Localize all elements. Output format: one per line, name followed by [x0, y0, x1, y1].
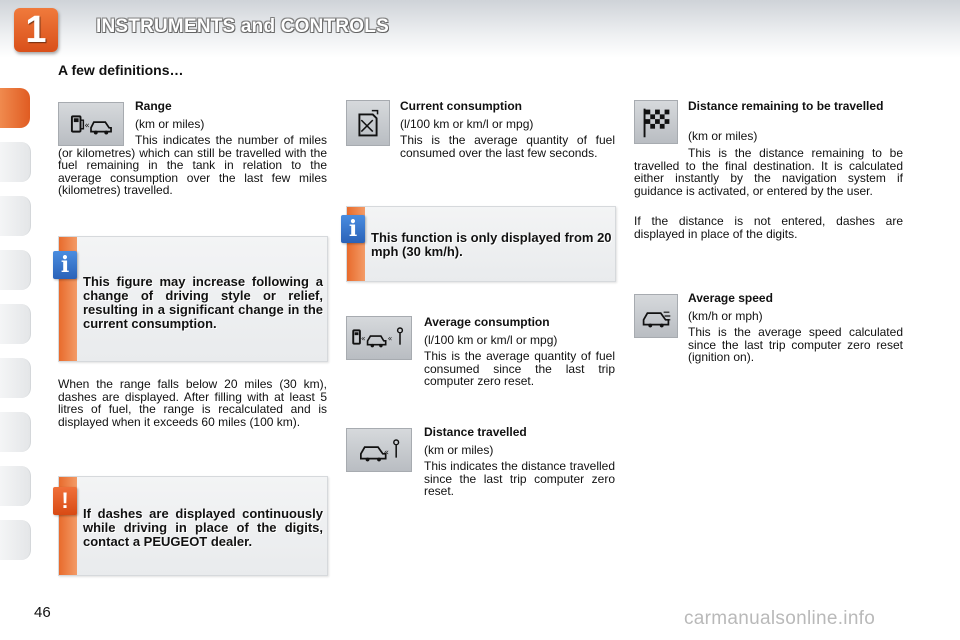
distance-remaining-units: (km or miles)	[688, 129, 758, 143]
range-units: (km or miles)	[135, 117, 205, 131]
fuel-can-icon	[346, 100, 390, 146]
rail-tab[interactable]	[0, 466, 31, 506]
watermark: carmanualsonline.info	[684, 608, 876, 629]
svg-text:«: «	[84, 120, 90, 131]
distance-travelled-title: Distance travelled	[424, 425, 527, 439]
current-consumption-units: (l/100 km or km/l or mpg)	[400, 117, 534, 131]
info-panel-speed-threshold	[346, 206, 616, 282]
average-consumption-units: (l/100 km or km/l or mpg)	[424, 333, 558, 347]
page-number: 46	[34, 604, 51, 621]
warning-icon: !	[53, 487, 77, 515]
info-icon: i	[53, 251, 77, 279]
warning-panel-text: If dashes are displayed continuously while driving in place of the digits, contact a PEUGEOT dealer.	[83, 506, 323, 549]
average-consumption-title: Average consumption	[424, 315, 550, 329]
warning-panel	[58, 476, 328, 576]
info-panel-text: This function is only displayed from 20 mph (30 km/h).	[371, 230, 612, 259]
chapter-title: INSTRUMENTS and CONTROLS	[96, 16, 389, 37]
range-description: This indicates the number of miles (or kilometres) which can still be travelled with the fuel remaining in the tank in relation to the average consumption over the last few miles (kilometres) travelled.	[58, 133, 327, 197]
distance-travelled-description: This indicates the distance travelled since the last trip computer zero reset.	[424, 459, 615, 498]
info-panel-consumption	[58, 236, 328, 362]
info-panel-text: This figure may increase following a change of driving style or relief, resulting in a significant change in the current consumption.	[83, 274, 323, 331]
chapter-tab-rail	[0, 62, 34, 582]
svg-text:«: «	[360, 333, 366, 343]
car-trip-icon	[346, 428, 412, 472]
rail-tab[interactable]	[0, 412, 31, 452]
distance-remaining-dashes-note: If the distance is not entered, dashes are displayed in place of the digits.	[634, 214, 903, 241]
distance-remaining-title: Distance remaining to be travelled	[688, 99, 884, 113]
current-consumption-description: This is the average quantity of fuel consumed over the last few seconds.	[400, 133, 615, 160]
rail-tab[interactable]	[0, 304, 31, 344]
car-speed-icon	[634, 294, 678, 338]
average-consumption-description: This is the average quantity of fuel consumed since the last trip computer zero reset.	[424, 349, 615, 388]
svg-text:«: «	[387, 333, 393, 343]
average-speed-description: This is the average speed calculated since the last trip computer zero reset (ignition on).	[688, 325, 903, 364]
distance-travelled-units: (km or miles)	[424, 443, 494, 457]
chapter-number-tab: 1	[14, 8, 58, 52]
distance-remaining-description: This is the distance remaining to be travelled to the final destination. It is calculated either instantly by the navigation system if guidance is activated, or entered by the user.	[634, 146, 903, 198]
current-consumption-title: Current consumption	[400, 99, 522, 113]
average-speed-units: (km/h or mph)	[688, 309, 763, 323]
range-title: Range	[135, 99, 172, 113]
fuel-car-trip-icon	[346, 316, 412, 360]
rail-tab[interactable]	[0, 520, 31, 560]
rail-tab[interactable]	[0, 142, 31, 182]
range-dashes-note: When the range falls below 20 miles (30 km), dashes are displayed. After filling with at least 5 litres of fuel, the range is recalculated and is displayed when it exceeds 60 miles (100 km).	[58, 377, 327, 429]
rail-tab[interactable]	[0, 196, 31, 236]
average-speed-title: Average speed	[688, 291, 773, 305]
checkered-flag-icon	[634, 100, 678, 144]
rail-tab[interactable]	[0, 250, 31, 290]
section-title: A few definitions…	[58, 62, 184, 78]
rail-tab-active[interactable]	[0, 88, 30, 128]
rail-tab[interactable]	[0, 358, 31, 398]
info-icon: i	[341, 215, 365, 243]
svg-text:«: «	[383, 447, 390, 458]
